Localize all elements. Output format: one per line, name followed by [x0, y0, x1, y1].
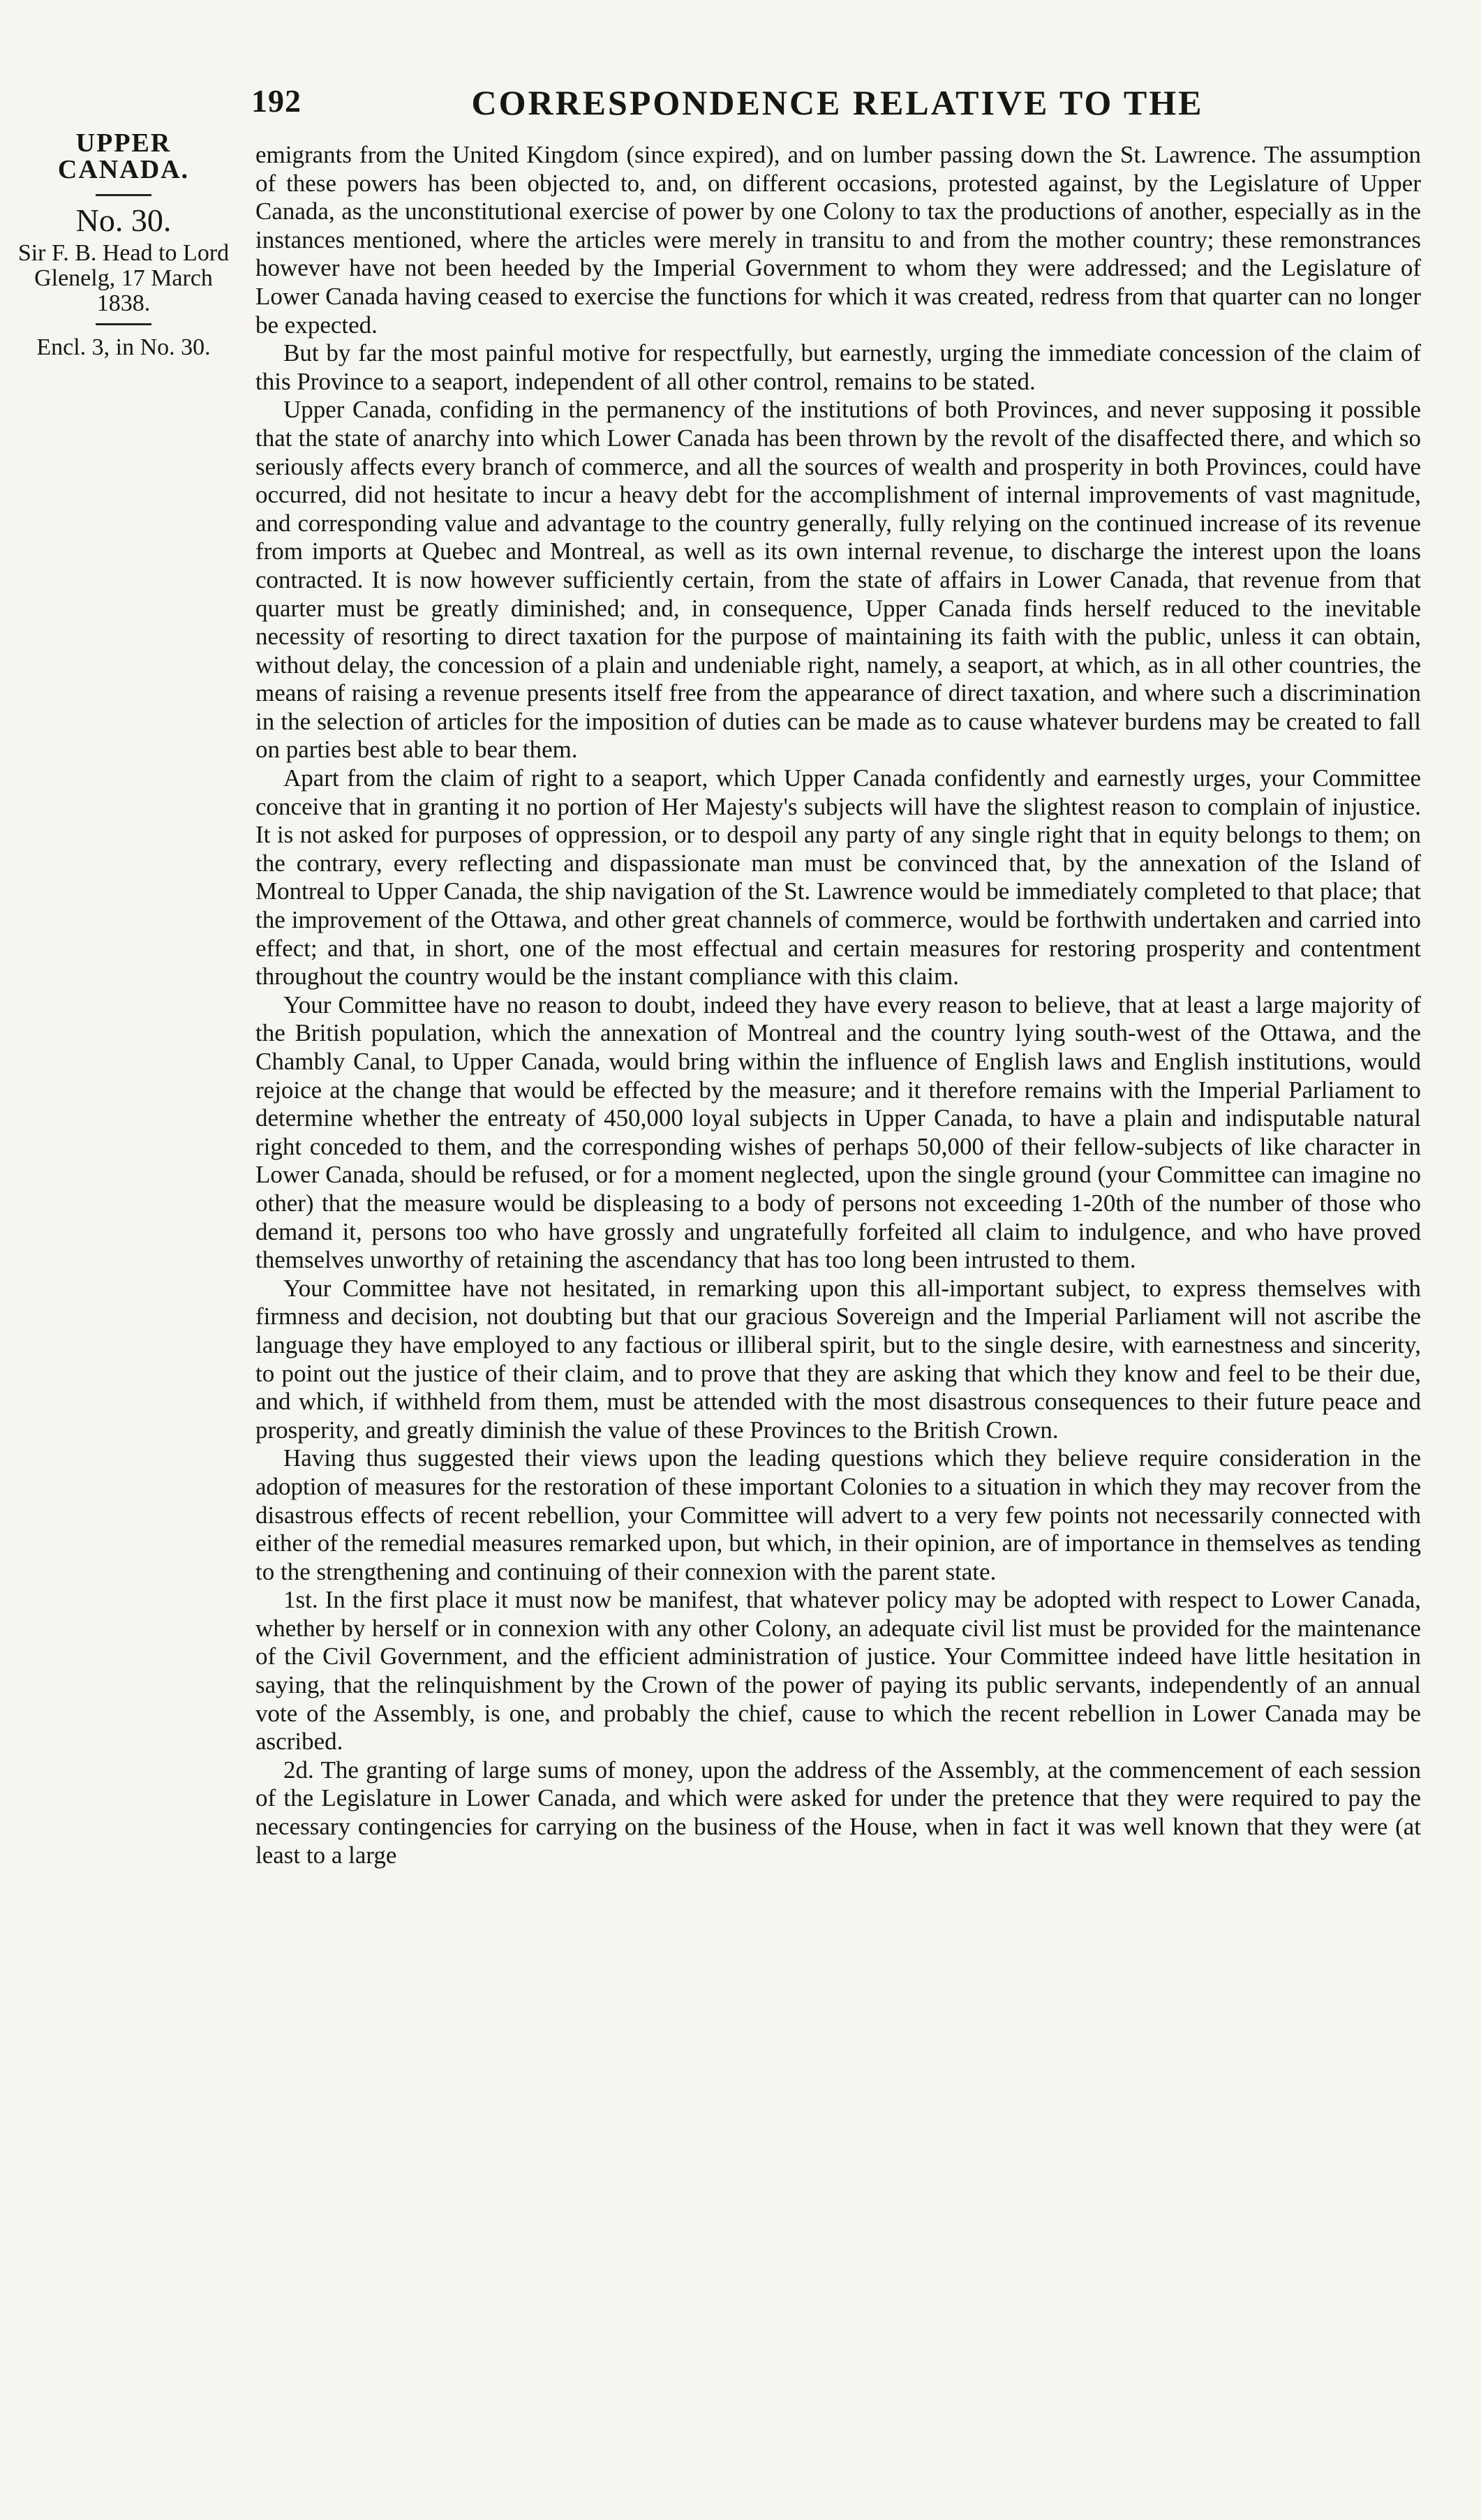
paragraph: Your Committee have not hesitated, in remarking upon this all-important subject, to express themselves with firmness and decision, not doubting but that our gracious Sovereign and the Imperial Parliament will not ascribe the language they have employed to any factious or illiberal spirit, but to the single desire, with earnestness and sincerity, to point out the justice of their claim, and to prove that they are asking that which they know and feel to be their due, and which, if withheld from them, must be attended with the most disastrous consequences to their future peace and prosperity, and greatly diminish the value of these Provinces to the British Crown.	[255, 1274, 1421, 1444]
margin-enclosure: Encl. 3, in No. 30.	[36, 334, 211, 360]
page-header	[251, 82, 1424, 138]
paragraph: Apart from the claim of right to a seaport, which Upper Canada confidently and earnestly urges, your Committee conceive that in granting it no portion of Her Majesty's subjects will have the slightest reason to complain of injustice. It is not asked for purposes of oppression, or to despoil any party of any single right that in equity belongs to them; on the contrary, every reflecting and dispassionate man must be convinced that, by the annexation of the Island of Montreal to Upper Canada, the ship navigation of the St. Lawrence would be immediately completed to that place; that the improvement of the Ottawa, and other great channels of commerce, would be forthwith undertaken and carried into effect; and that, in short, one of the most effectual and certain measures for restoring prosperity and contentment throughout the country would be the instant compliance with this claim.	[255, 764, 1421, 991]
margin-notes	[13, 130, 235, 360]
paragraph: Upper Canada, confiding in the permanency of the institutions of both Provinces, and never supposing it possible that the state of anarchy into which Lower Canada has been thrown by the revolt of the disaffected there, and which so seriously affects every branch of commerce, and all the sources of wealth and prosperity in both Provinces, could have occurred, did not hesitate to incur a heavy debt for the accomplishment of internal improvements of vast magnitude, and corresponding value and advantage to the country generally, fully relying on the continued increase of its revenue from imports at Quebec and Montreal, as well as its own internal revenue, to discharge the interest upon the loans contracted. It is now however sufficiently certain, from the state of affairs in Lower Canada, that revenue from that quarter must be greatly diminished; and, in consequence, Upper Canada finds herself reduced to the inevitable necessity of resorting to direct taxation for the purpose of maintaining its faith with the public, unless it can obtain, without delay, the concession of a plain and undeniable right, namely, a seaport, at which, as in all other countries, the means of raising a revenue presents itself free from the appearance of direct taxation, and where such a discrimination in the selection of articles for the imposition of duties can be made as to cause whatever burdens may be created to fall on parties best able to bear them.	[255, 396, 1421, 764]
paragraph: But by far the most painful motive for respectfully, but earnestly, urging the immediate concession of the claim of this Province to a seaport, independent of all other control, remains to be stated.	[255, 339, 1421, 395]
margin-dispatch-description: Sir F. B. Head to Lord Glenelg, 17 March 1838.	[17, 240, 230, 316]
paragraph: emigrants from the United Kingdom (since expired), and on lumber passing down the St. Lawrence. The assumption of these powers has been objected to, and, on different occasions, protested against, by the Legislature of Upper Canada, as the unconstitutional exercise of power by one Colony to tax the productions of another, especially as in the instances mentioned, where the articles were merely in transitu to and from the mother country; these remonstrances however have not been heeded by the Imperial Government to whom they were addressed; and the Legislature of Lower Canada having ceased to exercise the functions for which it was created, redress from that quarter can no longer be expected.	[255, 141, 1421, 339]
margin-province: UPPER CANADA.	[57, 128, 190, 184]
paragraph: Your Committee have no reason to doubt, indeed they have every reason to believe, that at least a large majority of the British population, which the annexation of Montreal and the country lying south-west of the Ottawa, and the Chambly Canal, to Upper Canada, would bring within the influence of English laws and English institutions, would rejoice at the change that would be effected by the measure; and it therefore remains with the Imperial Parliament to determine whether the entreaty of 450,000 loyal subjects in Upper Canada, to have a plain and indisputable natural right conceded to them, and the corresponding wishes of perhaps 50,000 of their fellow-subjects of like character in Lower Canada, should be refused, or for a moment neglected, upon the single ground (your Committee can imagine no other) that the measure would be displeasing to a body of persons not exceeding 1-20th of the number of those who demand it, persons too who have grossly and ungratefully forfeited all claim to indulgence, and who have proved themselves unworthy of retaining the ascendancy that has too long been intrusted to them.	[255, 991, 1421, 1274]
margin-rule	[96, 323, 151, 325]
margin-rule	[96, 194, 151, 196]
paragraph: 1st. In the first place it must now be manifest, that whatever policy may be adopted with respect to Lower Canada, whether by herself or in connexion with any other Colony, an adequate civil list must be provided for the maintenance of the Civil Government, and the efficient administration of justice. Your Committee indeed have little hesitation in saying, that the relinquishment by the Crown of the power of paying its public servants, independently of an annual vote of the Assembly, is one, and probably the chief, cause to which the recent rebellion in Lower Canada may be ascribed.	[255, 1586, 1421, 1756]
paragraph: 2d. The granting of large sums of money, upon the address of the Assembly, at the commencement of each session of the Legislature in Lower Canada, and which were asked for under the pretence that they were required to pay the necessary contingencies for carrying on the business of the House, when in fact it was well known that they were (at least to a large	[255, 1756, 1421, 1869]
body-text	[255, 141, 1421, 1869]
page-number: 192	[251, 83, 302, 119]
paragraph: Having thus suggested their views upon the leading questions which they believe require consideration in the adoption of measures for the restoration of these important Colonies to a situation in which they may recover from the disastrous effects of recent rebellion, your Committee will advert to a very few points not necessarily connected with either of the remedial measures remarked upon, but which, in their opinion, are of importance in themselves as tending to the strengthening and continuing of their connexion with the parent state.	[255, 1444, 1421, 1585]
running-head: CORRESPONDENCE RELATIVE TO THE	[471, 83, 1204, 122]
margin-dispatch-number: No. 30.	[75, 202, 172, 238]
